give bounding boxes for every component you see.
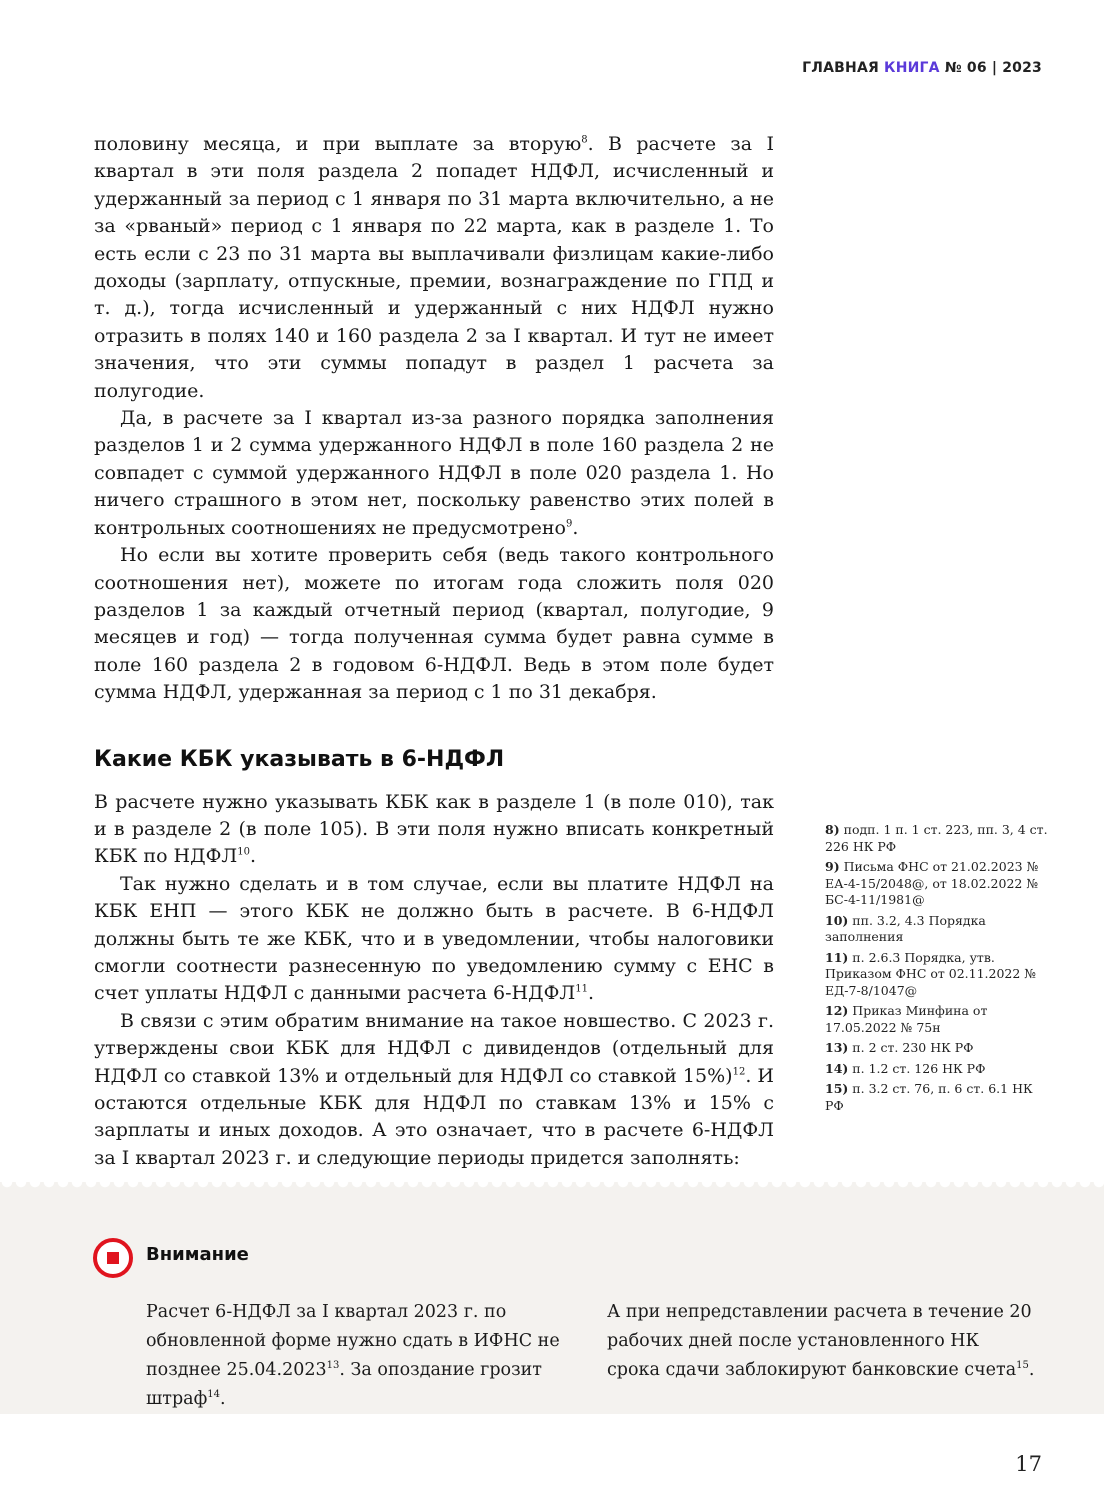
footnote-ref: 8 <box>581 134 588 146</box>
magazine-title: ГЛАВНАЯ <box>802 60 879 76</box>
footnote-ref: 9 <box>565 518 573 530</box>
callout-title: Внимание <box>146 1244 249 1265</box>
main-column <box>94 131 774 1172</box>
callout-text-right: А при непредставлении расчета в течение 20 рабочих дней после установленного НК срока сдачи заблокируют банковские счета$^{15}$. <box>607 1302 1035 1380</box>
footnote: 14) п. 1.2 ст. 126 НК РФ <box>825 1060 986 1076</box>
footnote: 13) п. 2 ст. 230 НК РФ <box>825 1040 974 1055</box>
warning-callout <box>0 1182 1104 1414</box>
footnote-ref: 12 <box>732 1066 746 1078</box>
issue-number: № 06 | 2023 <box>944 60 1042 76</box>
paragraph: В связи с этим обратим внимание на такое новшество. С 2023 г. утверждены свои КБК для НДФЛ с дивидендов (отдельный для НДФЛ со ставкой 13% и отдельный для НДФЛ со ставкой 15%)$^{12}$. И остаются отдельные КБК для НДФЛ по ставкам 13% и 15% с зарплаты и иных доходов. А это означает, что в расчете 6-НДФЛ за I квартал 2023 г. и следующие периоды придется заполнять: <box>94 1009 774 1169</box>
running-header <box>802 60 1042 76</box>
paragraph: Но если вы хотите проверить себя (ведь такого контрольного соотношения нет), можете по итогам года сложить поля 020 разделов 1 за каждый отчетный период (квартал, полугодие, 9 месяцев и год) — тогда полученная сумма будет равна сумме в поле 160 раздела 2 в годовом 6-НДФЛ. Ведь в этом поле будет сумма НДФЛ, удержанная за период с 1 по 31 декабря. <box>94 544 774 704</box>
paragraph: Да, в расчете за I квартал из-за разного порядка заполнения разделов 1 и 2 сумма удержанного НДФЛ в поле 160 раздела 2 не совпадет с суммой удержанного НДФЛ в поле 020 раздела 1. Но ничего страшного в этом нет, поскольку равенство этих полей в контрольных соотношениях не предусмотрено$^9$. <box>94 407 774 539</box>
footnote: 10) пп. 3.2, 4.3 Порядка заполнения <box>825 912 986 944</box>
paragraph: Так нужно сделать и в том случае, если вы платите НДФЛ на КБК ЕНП — этого КБК не должно быть в расчете. В 6-НДФЛ должны быть те же КБК, что и в уведомлении, чтобы налоговики смогли соотнести разнесенную по уведомлению сумму с ЕНС в счет уплаты НДФЛ с данными расчета 6-НДФЛ$^{11}$. <box>94 872 774 1005</box>
footnote-ref: 14 <box>207 1389 221 1401</box>
paragraph: половину месяца, и при выплате за вторую$^8$. В расчете за I квартал в эти поля раздела 2 попадет НДФЛ, исчисленный и удержанный за период с 1 января по 31 марта включительно, а не за «рваный» период с 1 января по 22 марта, как в разделе 1. То есть если с 23 по 31 марта вы выплачивали физлицам какие-либо доходы (зарплату, отпускные, премии, вознаграждение по ГПД и т. д.), тогда исчисленный и удержанный с них НДФЛ нужно отразить в полях 140 и 160 раздела 2 за I квартал. И тут не имеет значения, что эти суммы попадут в раздел 1 расчета за полугодие. <box>94 133 774 402</box>
footnote-ref: 10 <box>237 847 250 859</box>
footnote: 15) п. 3.2 ст. 76, п. 6 ст. 6.1 НК РФ <box>825 1081 1033 1113</box>
footnote-ref: 15 <box>1016 1360 1029 1372</box>
section-heading: Какие КБК указывать в 6-НДФЛ <box>94 746 505 772</box>
footnotes-sidebar <box>825 822 1055 1118</box>
footnote-ref: 13 <box>326 1360 340 1372</box>
paragraph: В расчете нужно указывать КБК как в разделе 1 (в поле 010), так и в разделе 2 (в поле 105). В эти поля нужно вписать конкретный КБК по НДФЛ$^{10}$. <box>94 790 774 868</box>
footnote: 11) п. 2.6.3 Порядка, утв. Приказом ФНС от 02.11.2022 № ЕД-7-8/1047@ <box>825 949 1037 998</box>
footnote: 8) подп. 1 п. 1 ст. 223, пп. 3, 4 ст. 226 НК РФ <box>825 822 1048 854</box>
stop-icon <box>93 1238 133 1278</box>
callout-scalloped-edge <box>0 1182 1104 1196</box>
magazine-title-accent: КНИГА <box>884 60 940 76</box>
footnote-ref: 11 <box>575 984 588 996</box>
footnote: 9) Письма ФНС от 21.02.2023 № ЕА-4-15/2048@, от 18.02.2022 № БС-4-11/1981@ <box>825 859 1039 907</box>
page-number: 17 <box>1015 1452 1042 1476</box>
footnote: 12) Приказ Минфина от 17.05.2022 № 75н <box>825 1003 988 1035</box>
callout-text-left: Расчет 6-НДФЛ за I квартал 2023 г. по обновленной форме нужно сдать в ИФНС не позднее 25.04.2023$^{13}$. За опоздание грозит штраф$^{14}$. <box>146 1302 560 1409</box>
